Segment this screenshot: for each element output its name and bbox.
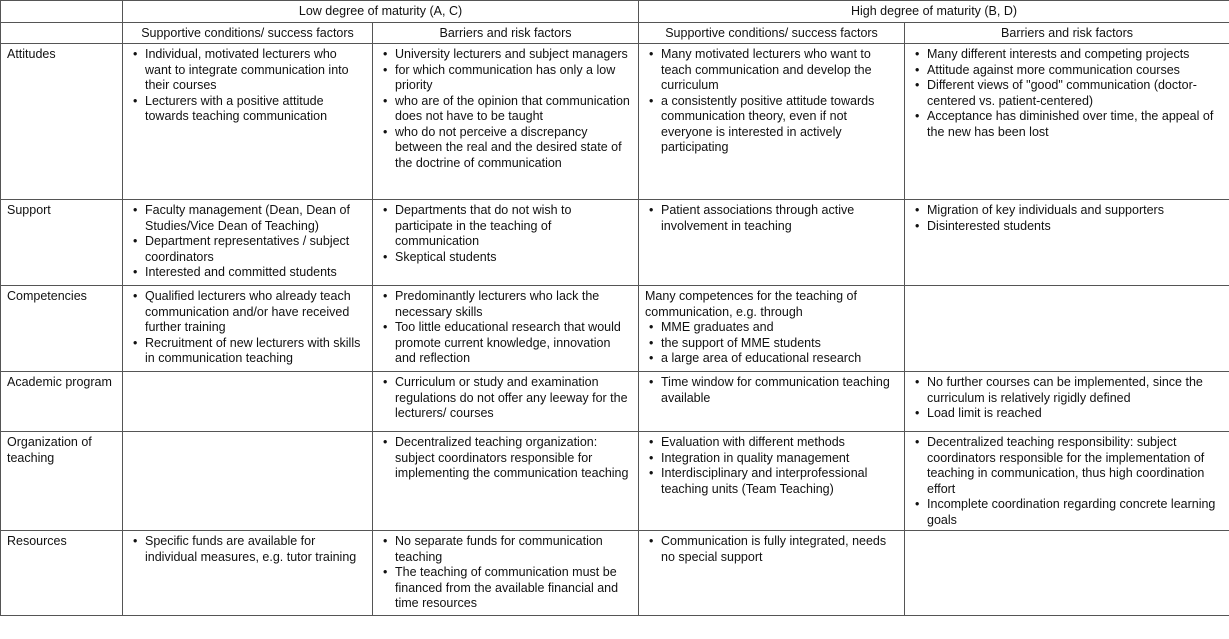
cell-low-barrier — [373, 531, 639, 616]
bullet-list — [129, 534, 366, 565]
cell-low-barrier — [373, 432, 639, 531]
list-item: • a large area of educational research — [661, 351, 898, 367]
row-label: Resources — [1, 531, 123, 616]
cell-high-support — [639, 44, 905, 200]
cell-low-support — [123, 44, 373, 200]
list-item: • No further courses can be implemented, since the curriculum is relatively rigidly defined — [927, 375, 1223, 406]
table-row — [1, 531, 1229, 616]
cell-high-barrier — [905, 286, 1229, 372]
header-high-barriers: Barriers and risk factors — [905, 22, 1229, 44]
bullet-list — [129, 47, 366, 125]
cell-low-support — [123, 372, 373, 432]
row-label: Support — [1, 200, 123, 286]
bullet-list — [129, 203, 366, 281]
list-item: • the support of MME students — [661, 336, 898, 352]
row-label: Organization of teaching — [1, 432, 123, 531]
row-label: Competencies — [1, 286, 123, 372]
bullet-list — [379, 534, 632, 612]
list-item: • Acceptance has diminished over time, the appeal of the new has been lost — [927, 109, 1223, 140]
header-high-maturity: High degree of maturity (B, D) — [639, 1, 1229, 23]
header-low-maturity: Low degree of maturity (A, C) — [123, 1, 639, 23]
list-item: • Interdisciplinary and interprofessional teaching units (Team Teaching) — [661, 466, 898, 497]
cell-high-support — [639, 200, 905, 286]
list-item: • Many different interests and competing projects — [927, 47, 1223, 63]
list-item: • who do not perceive a discrepancy between the real and the desired state of the doctrine of communication — [395, 125, 632, 172]
list-item: • Many motivated lecturers who want to teach communication and develop the curriculum — [661, 47, 898, 94]
cell-high-support — [639, 286, 905, 372]
list-item: • Integration in quality management — [661, 451, 898, 467]
header-low-supportive: Supportive conditions/ success factors — [123, 22, 373, 44]
list-item: • Evaluation with different methods — [661, 435, 898, 451]
bullet-list — [379, 435, 632, 482]
list-item: • a consistently positive attitude towards communication theory, even if not everyone is interested in actively participating — [661, 94, 898, 156]
list-item: • The teaching of communication must be financed from the available financial and time resources — [395, 565, 632, 612]
cell-low-support — [123, 531, 373, 616]
cell-low-barrier — [373, 200, 639, 286]
list-item: • Specific funds are available for individual measures, e.g. tutor training — [145, 534, 366, 565]
list-item: • Faculty management (Dean, Dean of Studies/Vice Dean of Teaching) — [145, 203, 366, 234]
cell-low-support — [123, 200, 373, 286]
list-item: • Load limit is reached — [927, 406, 1223, 422]
corner-cell-2 — [1, 22, 123, 44]
list-item: • for which communication has only a low priority — [395, 63, 632, 94]
bullet-list — [379, 203, 632, 265]
table-row — [1, 200, 1229, 286]
cell-low-barrier — [373, 372, 639, 432]
list-item: • Communication is fully integrated, needs no special support — [661, 534, 898, 565]
table-row — [1, 44, 1229, 200]
bullet-list — [911, 375, 1223, 422]
bullet-list — [645, 375, 898, 406]
list-item: • Department representatives / subject coordinators — [145, 234, 366, 265]
list-item: • Lecturers with a positive attitude towards teaching communication — [145, 94, 366, 125]
list-item: • No separate funds for communication teaching — [395, 534, 632, 565]
cell-high-support — [639, 531, 905, 616]
bullet-list — [911, 435, 1223, 528]
list-item: • Decentralized teaching organization: subject coordinators responsible for implementing the communication teaching — [395, 435, 632, 482]
list-item: • Decentralized teaching responsibility: subject coordinators responsible for the implementation of teaching in communication, thus high coordination effort — [927, 435, 1223, 497]
header-low-barriers: Barriers and risk factors — [373, 22, 639, 44]
header-sub-row — [1, 22, 1229, 44]
table-row — [1, 286, 1229, 372]
list-item: • Time window for communication teaching available — [661, 375, 898, 406]
list-item: • Too little educational research that would promote current knowledge, innovation and reflection — [395, 320, 632, 367]
header-high-supportive: Supportive conditions/ success factors — [639, 22, 905, 44]
cell-high-barrier — [905, 372, 1229, 432]
list-item: • Incomplete coordination regarding concrete learning goals — [927, 497, 1223, 528]
bullet-list — [911, 203, 1223, 234]
bullet-list — [379, 289, 632, 367]
cell-low-support — [123, 432, 373, 531]
list-item: • Migration of key individuals and supporters — [927, 203, 1223, 219]
cell-low-support — [123, 286, 373, 372]
list-item: • Curriculum or study and examination regulations do not offer any leeway for the lecturers/ courses — [395, 375, 632, 422]
bullet-list — [645, 534, 898, 565]
list-item: • Skeptical students — [395, 250, 632, 266]
list-item: • Predominantly lecturers who lack the necessary skills — [395, 289, 632, 320]
bullet-list — [645, 203, 898, 234]
list-item: • University lecturers and subject managers — [395, 47, 632, 63]
list-item: • Recruitment of new lecturers with skills in communication teaching — [145, 336, 366, 367]
cell-high-barrier — [905, 432, 1229, 531]
list-item: • Different views of "good" communication (doctor-centered vs. patient-centered) — [927, 78, 1223, 109]
cell-low-barrier — [373, 286, 639, 372]
cell-high-barrier — [905, 44, 1229, 200]
bullet-list — [645, 435, 898, 497]
list-item: • Departments that do not wish to participate in the teaching of communication — [395, 203, 632, 250]
list-item: • Patient associations through active involvement in teaching — [661, 203, 898, 234]
cell-low-barrier — [373, 44, 639, 200]
cell-high-barrier — [905, 531, 1229, 616]
corner-cell — [1, 1, 123, 23]
list-item: • Interested and committed students — [145, 265, 366, 281]
list-item: • who are of the opinion that communication does not have to be taught — [395, 94, 632, 125]
bullet-list — [379, 375, 632, 422]
list-item: • MME graduates and — [661, 320, 898, 336]
cell-high-barrier — [905, 200, 1229, 286]
cell-high-support — [639, 432, 905, 531]
list-item: • Individual, motivated lecturers who want to integrate communication into their courses — [145, 47, 366, 94]
table-row — [1, 372, 1229, 432]
list-item: • Disinterested students — [927, 219, 1223, 235]
list-item: • Attitude against more communication courses — [927, 63, 1223, 79]
list-item: • Qualified lecturers who already teach communication and/or have received further training — [145, 289, 366, 336]
bullet-list — [645, 47, 898, 156]
cell-intro-text: Many competences for the teaching of communication, e.g. through — [645, 289, 857, 319]
table-row — [1, 432, 1229, 531]
cell-high-support — [639, 372, 905, 432]
header-group-row — [1, 1, 1229, 23]
bullet-list — [379, 47, 632, 171]
bullet-list — [645, 320, 898, 367]
row-label: Academic program — [1, 372, 123, 432]
bullet-list — [129, 289, 366, 367]
row-label: Attitudes — [1, 44, 123, 200]
bullet-list — [911, 47, 1223, 140]
